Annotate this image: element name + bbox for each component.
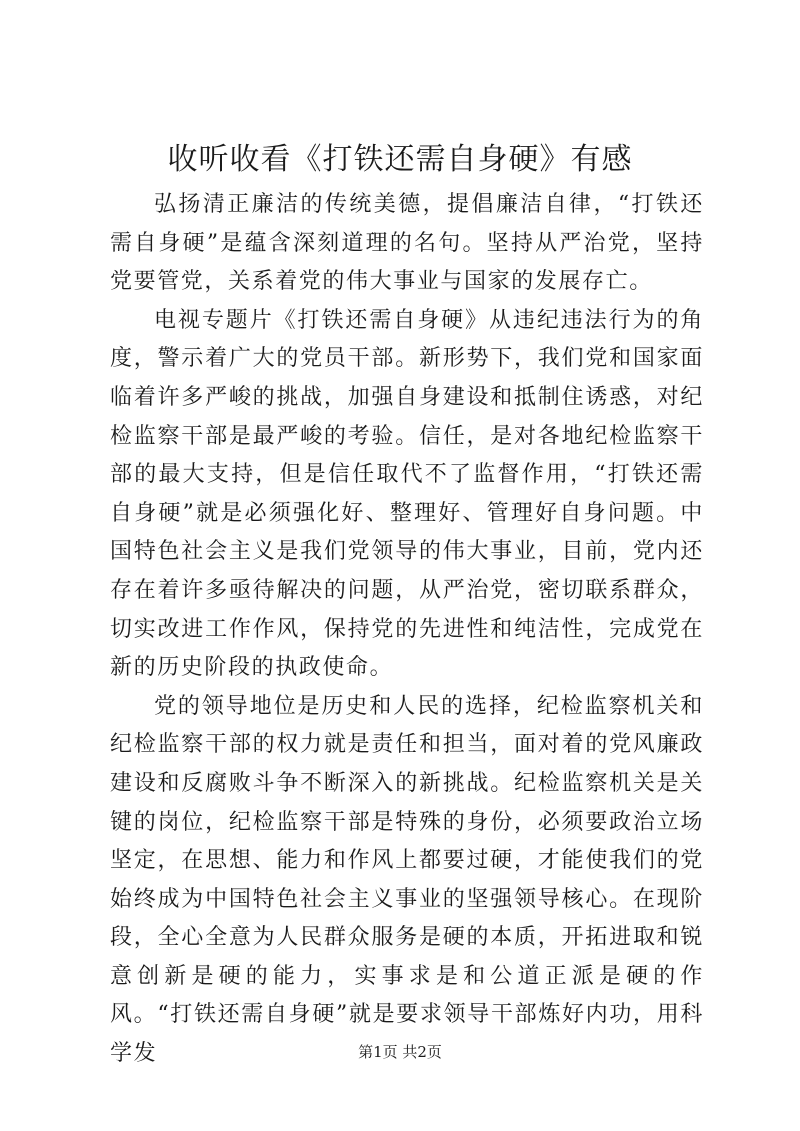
page-footer: 第1页 共2页 <box>358 1043 442 1061</box>
paragraph-1: 弘扬清正廉洁的传统美德，提倡廉洁自律，“打铁还需自身硬”是蕴含深刻道理的名句。坚持从严治党，坚持党要管党，关系着党的伟大事业与国家的发展存亡。 <box>110 192 704 295</box>
document-title: 收听收看《打铁还需自身硬》有感 <box>167 142 633 177</box>
paragraph-3: 党的领导地位是历史和人民的选择，纪检监察机关和纪检监察干部的权力就是责任和担当，面对着的党风廉政建设和反腐败斗争不断深入的新挑战。纪检监察机关是关键的岗位，纪检监察干部是特殊的身份，必须要政治立场坚定，在思想、能力和作风上都要过硬，才能使我们的党始终成为中国特色社会主义事业的坚强领导核心。在现阶段，全心全意为人民群众服务是硬的本质，开拓进取和锐意创新是硬的能力，实事求是和公道正派是硬的作风。“打铁还需自身硬”就是要求领导干部炼好内功，用科学发 <box>110 693 704 1067</box>
document-body <box>110 186 704 1074</box>
paragraph-2: 电视专题片《打铁还需自身硬》从违纪违法行为的角度，警示着广大的党员干部。新形势下，我们党和国家面临着许多严峻的挑战，加强自身建设和抵制住诱惑，对纪检监察干部是最严峻的考验。信任，是对各地纪检监察干部的最大支持，但是信任取代不了监督作用，“打铁还需自身硬”就是必须强化好、整理好、管理好自身问题。中国特色社会主义是我们党领导的伟大事业，目前，党内还存在着许多亟待解决的问题，从严治党，密切联系群众，切实改进工作作风，保持党的先进性和纯洁性，完成党在新的历史阶段的执政使命。 <box>110 307 704 681</box>
